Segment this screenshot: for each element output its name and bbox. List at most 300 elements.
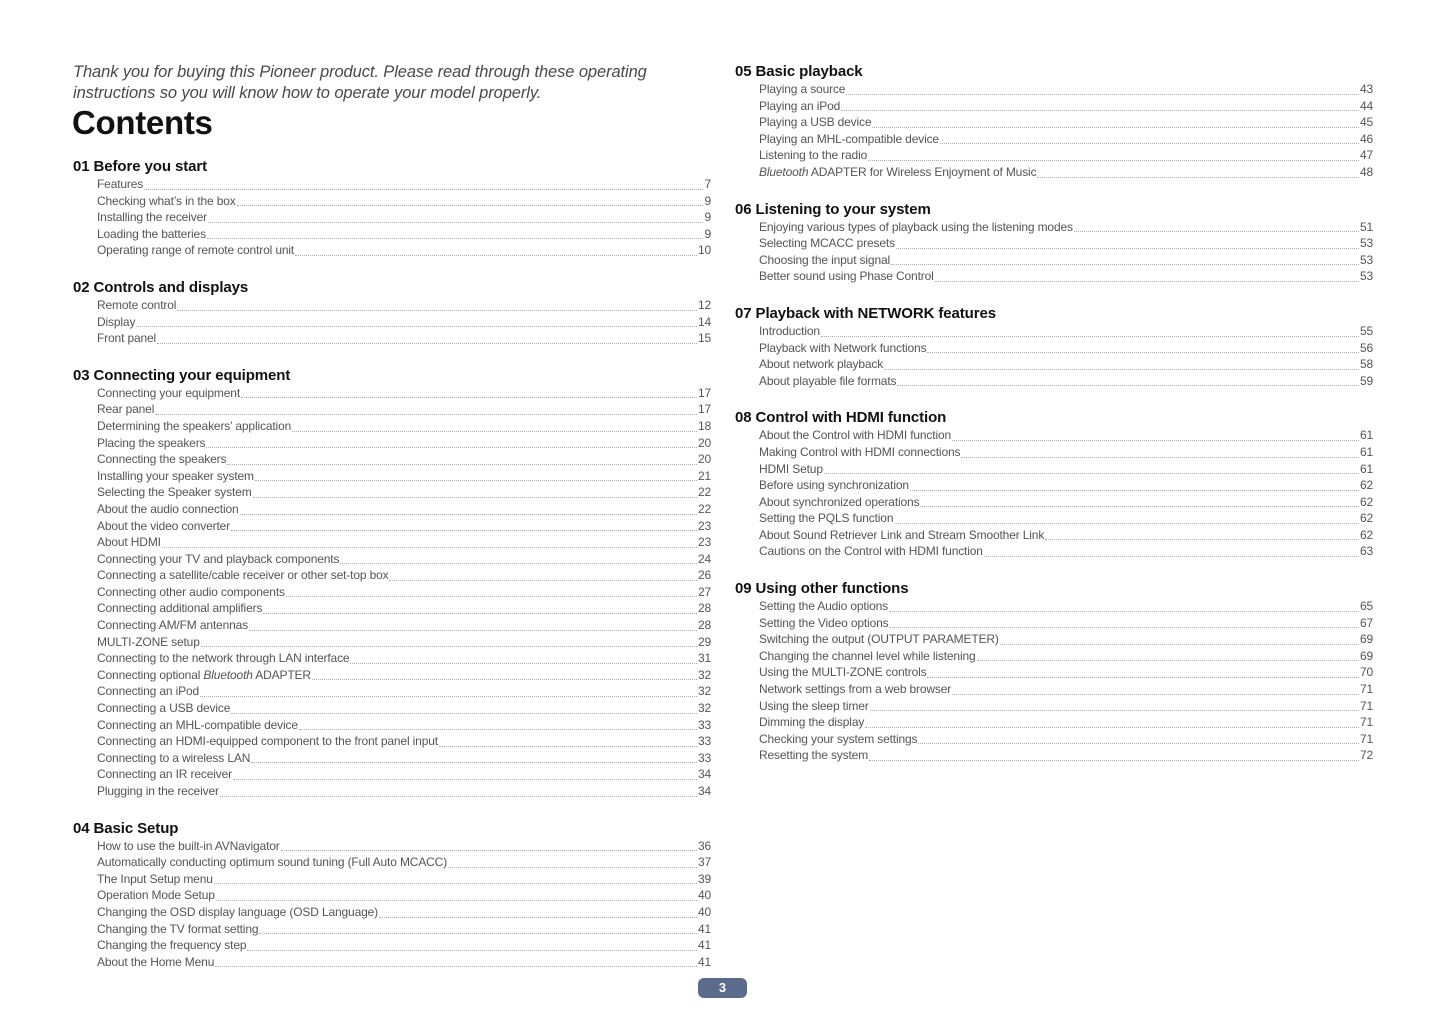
toc-entry[interactable] (759, 648, 1373, 665)
toc-entry[interactable] (759, 164, 1373, 181)
toc-entry[interactable] (97, 226, 711, 243)
toc-entry-label: Connecting the speakers (97, 452, 227, 467)
toc-entry-page: 31 (697, 651, 711, 666)
toc-entry-label: Selecting MCACC presets (759, 236, 895, 251)
dot-leader (208, 222, 704, 223)
dot-leader (200, 696, 697, 697)
toc-section (735, 579, 1373, 764)
toc-entry-label: About the Control with HDMI function (759, 428, 952, 443)
section-heading[interactable]: 04 Basic Setup (73, 819, 179, 837)
dot-leader (350, 663, 696, 664)
dot-leader (869, 760, 1359, 761)
toc-entry-label: Changing the channel level while listening (759, 648, 976, 663)
toc-entry-page: 43 (1359, 82, 1373, 96)
toc-entry-label: About synchronized operations (759, 494, 920, 509)
toc-entry-label: Listening to the radio (759, 148, 868, 163)
label-prefix: Connecting optional (97, 667, 204, 682)
toc-entry[interactable] (97, 683, 711, 700)
dot-leader (1045, 539, 1359, 540)
toc-entry-label: Resetting the system (759, 748, 869, 763)
toc-entry-page: 47 (1359, 148, 1373, 163)
toc-entry-label: Changing the TV format setting (97, 921, 259, 936)
toc-entry-page: 53 (1359, 269, 1373, 284)
label-suffix: ADAPTER (252, 667, 311, 682)
toc-entry-label: Connecting your equipment (97, 385, 241, 400)
toc-entry-page: 9 (704, 226, 711, 241)
dot-leader (841, 110, 1359, 111)
toc-entry-label: Cautions on the Control with HDMI function (759, 544, 983, 559)
dot-leader (263, 613, 697, 614)
toc-entry-label: Front panel (97, 331, 157, 346)
toc-entry-label: Connecting additional amplifiers (97, 601, 263, 616)
toc-entry-label: About the Home Menu (97, 954, 215, 969)
toc-entry[interactable] (97, 887, 711, 904)
toc-entry[interactable] (97, 717, 711, 734)
dot-leader (1037, 177, 1359, 178)
toc-entry-page: 33 (697, 734, 711, 749)
dot-leader (884, 369, 1359, 370)
toc-entry[interactable] (97, 650, 711, 667)
dot-leader (157, 343, 697, 344)
toc-entry[interactable] (97, 468, 711, 485)
toc-entry-label: Better sound using Phase Control (759, 269, 934, 284)
toc-entry[interactable] (759, 131, 1373, 148)
toc-entry-page: 71 (1359, 715, 1373, 730)
toc-entry[interactable] (97, 314, 711, 331)
toc-entry-page: 65 (1359, 599, 1373, 614)
toc-entry-label: Setting the Video options (759, 615, 889, 630)
toc-entry[interactable] (97, 501, 711, 518)
dot-leader (868, 160, 1359, 161)
dot-leader (439, 746, 697, 747)
toc-entry-page: 71 (1359, 731, 1373, 746)
toc-entry-label: Switching the output (OUTPUT PARAMETER) (759, 632, 999, 647)
toc-entry[interactable] (97, 617, 711, 634)
toc-entry[interactable] (97, 209, 711, 226)
dot-leader (824, 473, 1359, 474)
toc-entry-page: 62 (1359, 527, 1373, 542)
label-italic: Bluetooth (203, 667, 253, 682)
toc-entry-page: 61 (1359, 428, 1373, 443)
toc-entry-page: 48 (1359, 164, 1373, 179)
toc-entry-label: The Input Setup menu (97, 871, 213, 886)
toc-entry-page: 9 (704, 210, 711, 225)
dot-leader (255, 480, 697, 481)
section-heading[interactable]: 09 Using other functions (735, 580, 909, 598)
section-heading[interactable]: 07 Playback with NETWORK features (735, 304, 996, 322)
toc-entry[interactable] (97, 330, 711, 347)
toc-entry-page: 29 (697, 634, 711, 649)
toc-section (73, 157, 711, 259)
toc-entry[interactable] (97, 921, 711, 938)
toc-entry-label: Installing the receiver (97, 210, 207, 225)
toc-entry-label: Installing your speaker system (97, 468, 254, 483)
dot-leader (215, 966, 697, 967)
toc-entry-label: About the audio connection (97, 501, 239, 516)
toc-entry[interactable] (759, 147, 1373, 164)
toc-entry-label: Setting the PQLS function (759, 511, 894, 526)
toc-entry-page: 20 (697, 435, 711, 450)
toc-section (735, 304, 1373, 389)
dot-leader (961, 457, 1359, 458)
toc-entry-page: 72 (1359, 748, 1373, 763)
toc-entry-label: Setting the Audio options (759, 599, 889, 614)
toc-entry[interactable] (759, 98, 1373, 115)
dot-leader (259, 933, 697, 934)
dot-leader (897, 385, 1359, 386)
toc-section (735, 200, 1373, 285)
toc-entry-page: 71 (1359, 698, 1373, 713)
toc-entry-page: 39 (697, 871, 711, 886)
toc-entry-label: Dimming the display (759, 715, 865, 730)
toc-entry[interactable] (759, 219, 1373, 236)
dot-leader (227, 464, 697, 465)
toc-entry-list (73, 297, 711, 347)
dot-leader (940, 143, 1359, 144)
toc-entry-page: 18 (697, 418, 711, 433)
dot-leader (870, 710, 1359, 711)
toc-entry[interactable] (97, 418, 711, 435)
toc-entry-label: Playing an MHL-compatible device (759, 131, 939, 146)
toc-entry[interactable] (97, 783, 711, 800)
toc-entry-page: 53 (1359, 252, 1373, 267)
dot-leader (241, 397, 697, 398)
toc-entry-label: Rear panel (97, 402, 155, 417)
toc-entry[interactable] (759, 373, 1373, 390)
toc-entry-page: 23 (697, 518, 711, 533)
toc-entry[interactable] (759, 714, 1373, 731)
toc-entry-page: 40 (697, 888, 711, 903)
toc-entry-label: Changing the OSD display language (OSD Language) (97, 904, 378, 919)
toc-entry[interactable] (97, 551, 711, 568)
toc-entry-label (759, 164, 1036, 181)
toc-entry[interactable] (97, 584, 711, 601)
dot-leader (927, 352, 1359, 353)
toc-entry-label: Features (97, 177, 144, 191)
dot-leader (920, 506, 1359, 507)
toc-entry-label: MULTI-ZONE setup (97, 634, 200, 649)
toc-entry[interactable] (97, 733, 711, 750)
toc-entry-page: 40 (697, 904, 711, 919)
toc-entry-label: Network settings from a web browser (759, 682, 952, 697)
toc-entry-label: About HDMI (97, 535, 161, 550)
dot-leader (220, 796, 697, 797)
dot-leader (821, 336, 1359, 337)
toc-entry[interactable] (97, 193, 711, 210)
dot-leader (144, 189, 703, 190)
dot-leader (935, 281, 1359, 282)
toc-entry-page: 46 (1359, 131, 1373, 146)
toc-entry[interactable] (759, 631, 1373, 648)
section-heading[interactable]: 05 Basic playback (735, 63, 863, 80)
dot-leader (136, 326, 697, 327)
toc-entry-page: 37 (697, 855, 711, 870)
toc-entry-label: Before using synchronization (759, 478, 909, 493)
toc-entry-label: Connecting an IR receiver (97, 767, 232, 782)
toc-entry[interactable] (97, 518, 711, 535)
toc-entry-label: Plugging in the receiver (97, 784, 219, 798)
toc-entry-page: 28 (697, 618, 711, 633)
dot-leader (247, 950, 697, 951)
toc-entry[interactable] (97, 766, 711, 783)
dot-leader (251, 762, 697, 763)
toc-entry[interactable] (97, 750, 711, 767)
dot-leader (292, 431, 697, 432)
toc-entry[interactable] (97, 451, 711, 468)
toc-entry[interactable] (97, 435, 711, 452)
dot-leader (379, 917, 697, 918)
toc-entry-label: About Sound Retriever Link and Stream Smoother Link (759, 527, 1045, 542)
dot-leader (889, 627, 1358, 628)
toc-entry-page: 28 (697, 601, 711, 616)
dot-leader (891, 264, 1359, 265)
toc-entry[interactable] (759, 543, 1373, 560)
toc-entry-page: 36 (697, 838, 711, 853)
toc-entry-list (735, 323, 1373, 389)
toc-entry[interactable] (759, 444, 1373, 461)
toc-entry[interactable] (759, 598, 1373, 615)
toc-entry[interactable] (97, 242, 711, 259)
toc-entry[interactable] (759, 81, 1373, 98)
page-title: Contents (72, 104, 213, 141)
toc-entry-label: Connecting an MHL-compatible device (97, 717, 298, 732)
dot-leader (846, 94, 1359, 95)
toc-entry-page: 34 (697, 784, 711, 798)
toc-entry[interactable] (97, 176, 711, 193)
dot-leader (231, 713, 697, 714)
dot-leader (214, 883, 697, 884)
dot-leader (389, 580, 696, 581)
dot-leader (910, 490, 1359, 491)
toc-entry-label: Operation Mode Setup (97, 888, 215, 903)
section-heading[interactable]: 03 Connecting your equipment (73, 366, 291, 384)
dot-leader (231, 530, 697, 531)
toc-entry[interactable] (97, 838, 711, 855)
dot-leader (889, 611, 1359, 612)
toc-entry-page: 22 (697, 501, 711, 516)
toc-entry[interactable] (97, 954, 711, 971)
toc-entry-page: 55 (1359, 323, 1373, 338)
toc-column-left (73, 157, 711, 989)
toc-entry[interactable] (97, 401, 711, 418)
toc-entry-page: 32 (697, 684, 711, 699)
toc-entry-list (735, 219, 1373, 285)
toc-entry-list (735, 427, 1373, 560)
toc-entry-label: Connecting an iPod (97, 684, 200, 699)
toc-entry-page: 9 (704, 193, 711, 208)
dot-leader (896, 248, 1359, 249)
toc-entry-label: How to use the built-in AVNavigator (97, 838, 280, 853)
dot-leader (952, 440, 1359, 441)
toc-entry-label: Display (97, 314, 136, 329)
toc-section (73, 278, 711, 347)
toc-entry-list (73, 176, 711, 259)
section-heading[interactable]: 02 Controls and displays (73, 278, 249, 296)
dot-leader (984, 556, 1359, 557)
toc-section (73, 819, 711, 971)
label-italic: Bluetooth (759, 164, 809, 179)
toc-entry[interactable] (97, 700, 711, 717)
toc-entry-label: Connecting AM/FM antennas (97, 618, 249, 633)
toc-entry-page: 53 (1359, 236, 1373, 251)
toc-entry-label: Playing a USB device (759, 115, 872, 130)
section-heading[interactable]: 01 Before you start (73, 158, 207, 175)
toc-entry-label: Using the sleep timer (759, 698, 869, 713)
dot-leader (1000, 644, 1359, 645)
dot-leader (162, 547, 697, 548)
toc-column-right (735, 62, 1373, 783)
toc-entry-label: About playable file formats (759, 373, 897, 388)
toc-entry-list (735, 81, 1373, 181)
toc-entry[interactable] (759, 527, 1373, 544)
toc-entry-label: Connecting to the network through LAN interface (97, 651, 350, 666)
toc-entry[interactable] (759, 114, 1373, 131)
toc-entry[interactable] (759, 494, 1373, 511)
dot-leader (207, 238, 704, 239)
toc-entry-list (735, 598, 1373, 764)
toc-entry[interactable] (759, 681, 1373, 698)
toc-entry-page: 45 (1359, 115, 1373, 130)
toc-entry-label: Choosing the input signal (759, 252, 891, 267)
toc-entry-page: 20 (697, 452, 711, 467)
toc-entry-page: 27 (697, 584, 711, 599)
toc-entry-label: Selecting the Speaker system (97, 485, 252, 500)
toc-entry[interactable] (759, 461, 1373, 478)
dot-leader (240, 514, 697, 515)
dot-leader (201, 646, 697, 647)
toc-entry[interactable] (97, 484, 711, 501)
toc-entry[interactable] (97, 297, 711, 314)
toc-entry-page: 24 (697, 551, 711, 566)
dot-leader (977, 660, 1359, 661)
toc-entry-page: 56 (1359, 340, 1373, 355)
dot-leader (249, 630, 697, 631)
toc-entry-label: Connecting a satellite/cable receiver or other set-top box (97, 568, 389, 583)
dot-leader (155, 414, 697, 415)
toc-entry-label: Placing the speakers (97, 435, 206, 450)
toc-entry[interactable] (759, 268, 1373, 285)
toc-entry-page: 70 (1359, 665, 1373, 680)
dot-leader (340, 563, 697, 564)
dot-leader (237, 205, 704, 206)
toc-entry-page: 62 (1359, 478, 1373, 493)
dot-leader (286, 596, 697, 597)
toc-entry-label: Playing a source (759, 82, 846, 96)
toc-entry-page: 34 (697, 767, 711, 782)
toc-entry-label: Checking your system settings (759, 731, 918, 746)
toc-entry-page: 51 (1359, 219, 1373, 234)
dot-leader (894, 523, 1359, 524)
toc-entry-page: 22 (697, 485, 711, 500)
toc-entry-page: 14 (697, 314, 711, 329)
dot-leader (448, 867, 697, 868)
dot-leader (206, 447, 697, 448)
toc-entry-label: Introduction (759, 323, 820, 338)
toc-entry-label: Enjoying various types of playback using the listening modes (759, 219, 1073, 234)
dot-leader (872, 127, 1359, 128)
toc-entry-page: 33 (697, 750, 711, 765)
toc-entry[interactable] (759, 477, 1373, 494)
toc-entry[interactable] (759, 747, 1373, 764)
toc-entry-list (73, 385, 711, 800)
section-heading[interactable]: 08 Control with HDMI function (735, 409, 947, 427)
toc-entry[interactable] (759, 698, 1373, 715)
toc-section (735, 62, 1373, 181)
toc-entry-page: 41 (697, 938, 711, 953)
toc-entry-page: 67 (1359, 615, 1373, 630)
toc-entry[interactable] (97, 904, 711, 921)
dot-leader (281, 850, 697, 851)
toc-section (735, 408, 1373, 560)
toc-entry[interactable] (759, 731, 1373, 748)
toc-entry-label: Playing an iPod (759, 98, 841, 113)
toc-entry-list (73, 838, 711, 971)
toc-entry[interactable] (759, 427, 1373, 444)
toc-entry[interactable] (759, 664, 1373, 681)
toc-entry[interactable] (759, 252, 1373, 269)
toc-entry-label: Changing the frequency step (97, 938, 247, 953)
dot-leader (1074, 231, 1359, 232)
toc-entry-page: 32 (697, 701, 711, 716)
toc-entry[interactable] (97, 385, 711, 402)
toc-entry[interactable] (97, 854, 711, 871)
toc-entry-page: 10 (697, 243, 711, 258)
toc-entry-page: 33 (697, 717, 711, 732)
toc-entry-page: 7 (704, 177, 711, 191)
toc-entry[interactable] (759, 323, 1373, 340)
dot-leader (233, 779, 697, 780)
dot-leader (312, 679, 697, 680)
toc-entry-label: Automatically conducting optimum sound tuning (Full Auto MCACC) (97, 855, 448, 870)
toc-entry[interactable] (97, 534, 711, 551)
toc-entry[interactable] (97, 937, 711, 954)
toc-entry[interactable] (759, 356, 1373, 373)
dot-leader (253, 497, 697, 498)
toc-entry-label: Operating range of remote control unit (97, 243, 295, 258)
toc-entry-page: 21 (697, 468, 711, 483)
toc-entry-label: Remote control (97, 297, 177, 312)
toc-entry-page: 69 (1359, 648, 1373, 663)
toc-entry-label: Playback with Network functions (759, 340, 927, 355)
toc-entry[interactable] (97, 871, 711, 888)
toc-entry-page: 61 (1359, 444, 1373, 459)
toc-entry-page: 17 (697, 385, 711, 400)
toc-entry-page: 23 (697, 535, 711, 550)
toc-entry[interactable] (97, 634, 711, 651)
toc-entry-label: Connecting an HDMI-equipped component to the front panel input (97, 734, 438, 749)
toc-entry-page: 41 (697, 954, 711, 969)
label-suffix: ADAPTER for Wireless Enjoyment of Music (808, 164, 1037, 179)
toc-entry[interactable] (759, 510, 1373, 527)
toc-entry[interactable] (97, 667, 711, 684)
section-heading[interactable]: 06 Listening to your system (735, 200, 931, 218)
dot-leader (177, 310, 697, 311)
toc-entry[interactable] (97, 600, 711, 617)
toc-entry[interactable] (97, 567, 711, 584)
toc-entry-label: Checking what’s in the box (97, 193, 236, 208)
toc-entry-page: 41 (697, 921, 711, 936)
toc-entry[interactable] (759, 340, 1373, 357)
toc-entry-page: 63 (1359, 544, 1373, 559)
toc-entry-page: 12 (697, 297, 711, 312)
toc-entry-page: 44 (1359, 98, 1373, 113)
toc-entry[interactable] (759, 615, 1373, 632)
toc-entry[interactable] (759, 235, 1373, 252)
toc-entry-page: 15 (697, 331, 711, 346)
toc-entry-page: 62 (1359, 511, 1373, 526)
toc-entry-page: 62 (1359, 494, 1373, 509)
toc-entry-label: HDMI Setup (759, 461, 823, 476)
